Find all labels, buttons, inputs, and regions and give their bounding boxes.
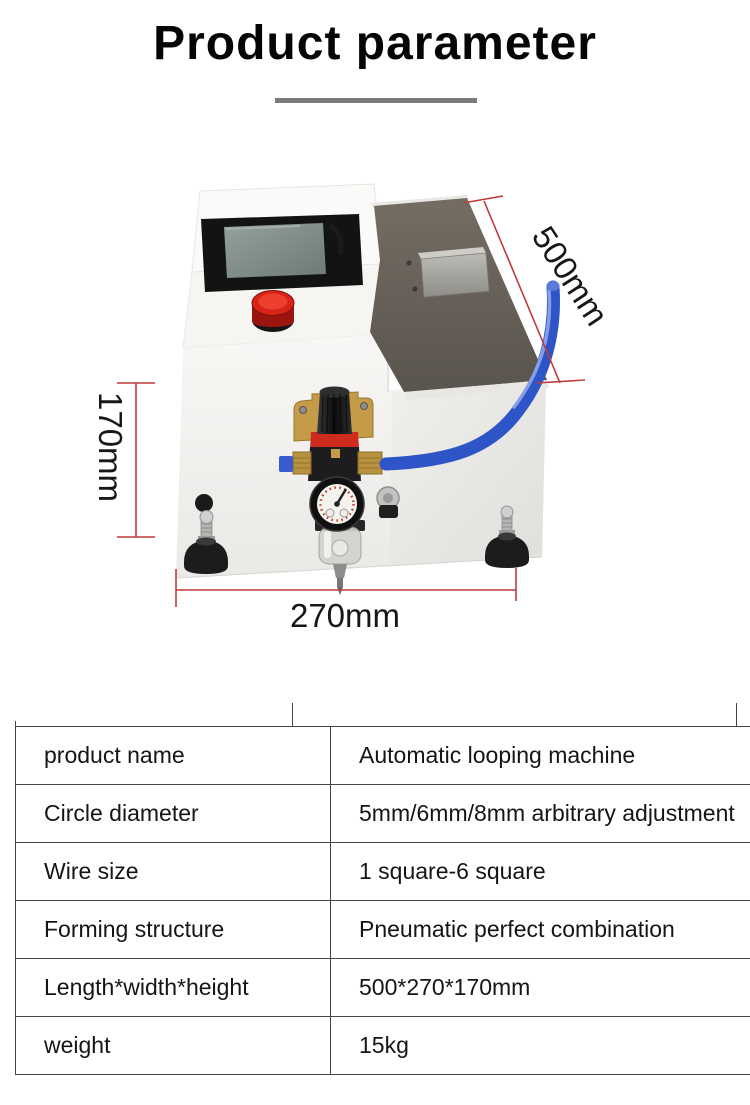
spec-label: Wire size: [16, 843, 331, 901]
spec-label: weight: [16, 1017, 331, 1075]
page-title: Product parameter: [153, 17, 597, 70]
height-dimension-label: 170mm: [92, 392, 129, 503]
spec-label: Forming structure: [16, 901, 331, 959]
spec-value: Pneumatic perfect combination: [331, 901, 750, 959]
table-row: [16, 843, 750, 901]
table-row: [16, 901, 750, 959]
table-row: [16, 727, 750, 785]
spec-value: Automatic looping machine: [331, 727, 750, 785]
table-row: [16, 1017, 750, 1075]
red-button: [252, 291, 294, 333]
chute: [421, 253, 489, 297]
spec-value: 500*270*170mm: [331, 959, 750, 1017]
deck: [370, 198, 547, 392]
spec-label: product name: [16, 727, 331, 785]
spec-label: Length*width*height: [16, 959, 331, 1017]
outlet-connector: [377, 487, 399, 518]
spec-table: [15, 726, 750, 1075]
spec-value: 1 square-6 square: [331, 843, 750, 901]
depth-dimension-label: 500mm: [524, 219, 616, 332]
red-ring: [310, 432, 359, 449]
spec-value: 5mm/6mm/8mm arbitrary adjustment: [331, 785, 750, 843]
table-row: [16, 959, 750, 1017]
spec-label: Circle diameter: [16, 785, 331, 843]
touchscreen: [224, 223, 326, 278]
tube-connector-left: [279, 456, 293, 472]
face-hole: [195, 494, 213, 512]
width-dimension-label: 270mm: [289, 597, 401, 634]
table-row: [16, 785, 750, 843]
table-border-stub-right: [736, 703, 737, 726]
table-border-stub-middle: [292, 703, 293, 726]
spec-value: 15kg: [331, 1017, 750, 1075]
